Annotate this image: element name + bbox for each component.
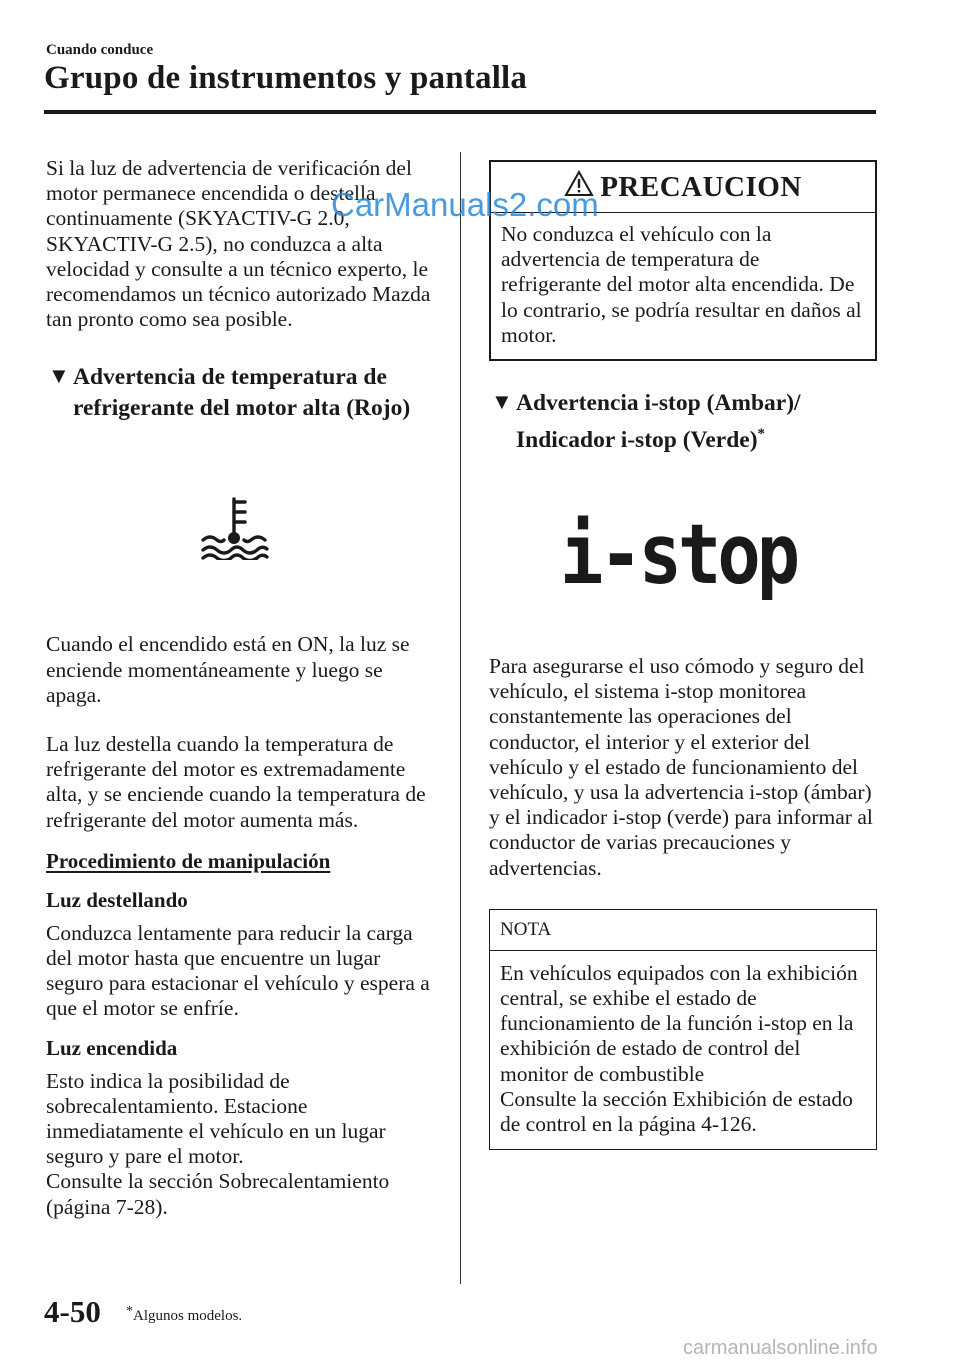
- coolant-paragraph-1: Cuando el encendido está en ON, la luz se enciende momentáneamente y luego se apaga.: [46, 632, 410, 707]
- on-text-2: Consulte la sección Sobrecalentamiento (página 7-28).: [46, 1169, 390, 1219]
- caution-title: PRECAUCION: [600, 170, 802, 203]
- note-text-2: Consulte la sección Exhibición de estado de control en la página 4-126.: [500, 1086, 853, 1137]
- istop-heading: [489, 388, 877, 456]
- heading-line-1: Advertencia i-stop (Ambar)/: [516, 390, 801, 417]
- intro-paragraph: Si la luz de advertencia de verificación del motor permanece encendida o destella continuamente (SKYACTIV-G 2.0, SKYACTIV-G 2.5), no conduzca a alta velocidad y consulte a un técnico experto, le recomendamos un técnico autorizado Mazda tan pronto como sea posible.: [46, 156, 431, 332]
- triangle-down-icon: ▼: [491, 389, 513, 415]
- footnote-text: Algunos modelos.: [133, 1308, 243, 1324]
- watermark-bottom: carmanualsonline.info: [683, 1337, 878, 1359]
- procedure-title: Procedimiento de manipulación: [46, 848, 331, 873]
- page-number: 4-50: [44, 1294, 101, 1329]
- note-body: [490, 951, 876, 1149]
- istop-paragraph: Para asegurarse el uso cómodo y seguro del vehículo, el sistema i-stop monitorea constantemente las operaciones del conductor, el interior y el exterior del vehículo y el estado de funcionamiento del vehículo, y usa la advertencia i-stop (ámbar) y el indicador i-stop (verde) para informar al conductor de varias precauciones y advertencias.: [489, 654, 873, 880]
- footnote: [126, 1304, 242, 1325]
- column-divider: [460, 152, 461, 1284]
- asterisk-mark: *: [757, 426, 766, 443]
- watermark-top: CarManuals2.com: [331, 186, 599, 223]
- heading-line-1: Advertencia de temperatura de: [73, 364, 387, 391]
- header-rule: [44, 110, 876, 114]
- coolant-paragraph-2: La luz destella cuando la temperatura de refrigerante del motor es extremadamente alta, y se enciende cuando la temperatura de refrigerante del motor aumenta más.: [46, 732, 426, 832]
- coolant-temperature-icon: [46, 466, 438, 590]
- coolant-warning-heading: [46, 362, 438, 424]
- right-column: [489, 160, 877, 1150]
- on-title: Luz encendida: [46, 1035, 178, 1060]
- page-title: Grupo de instrumentos y pantalla: [44, 60, 528, 96]
- flashing-title: Luz destellando: [46, 887, 188, 912]
- flashing-text: Conduzca lentamente para reducir la carga del motor hasta que encuentre un lugar seguro para estacionar el vehículo y espera a que el motor se enfríe.: [46, 920, 430, 1021]
- caution-body: [491, 213, 875, 359]
- heading-line-2: Indicador i-stop (Verde): [516, 427, 758, 454]
- footnote-mark: *: [126, 1304, 133, 1319]
- caution-text: No conduzca el vehículo con la advertencia de temperatura de refrigerante del motor alta encendida. De lo contrario, se podría resultar en daños al motor.: [501, 222, 862, 347]
- triangle-down-icon: ▼: [48, 363, 70, 389]
- note-text-1: En vehículos equipados con la exhibición central, se exhibe el estado de funcionamiento de la función i-stop en la exhibición de estado de control del monitor de combustible: [500, 960, 858, 1086]
- note-title: NOTA: [490, 910, 876, 951]
- heading-line-2: refrigerante del motor alta (Rojo): [73, 395, 411, 422]
- istop-indicator: [489, 494, 877, 614]
- left-column: [46, 156, 438, 1220]
- note-box: [489, 909, 877, 1150]
- section-label: Cuando conduce: [46, 42, 154, 58]
- on-text-1: Esto indica la posibilidad de sobrecalentamiento. Estacione inmediatamente el vehículo en un lugar seguro y pare el motor.: [46, 1068, 386, 1169]
- istop-label: i-stop: [559, 505, 797, 603]
